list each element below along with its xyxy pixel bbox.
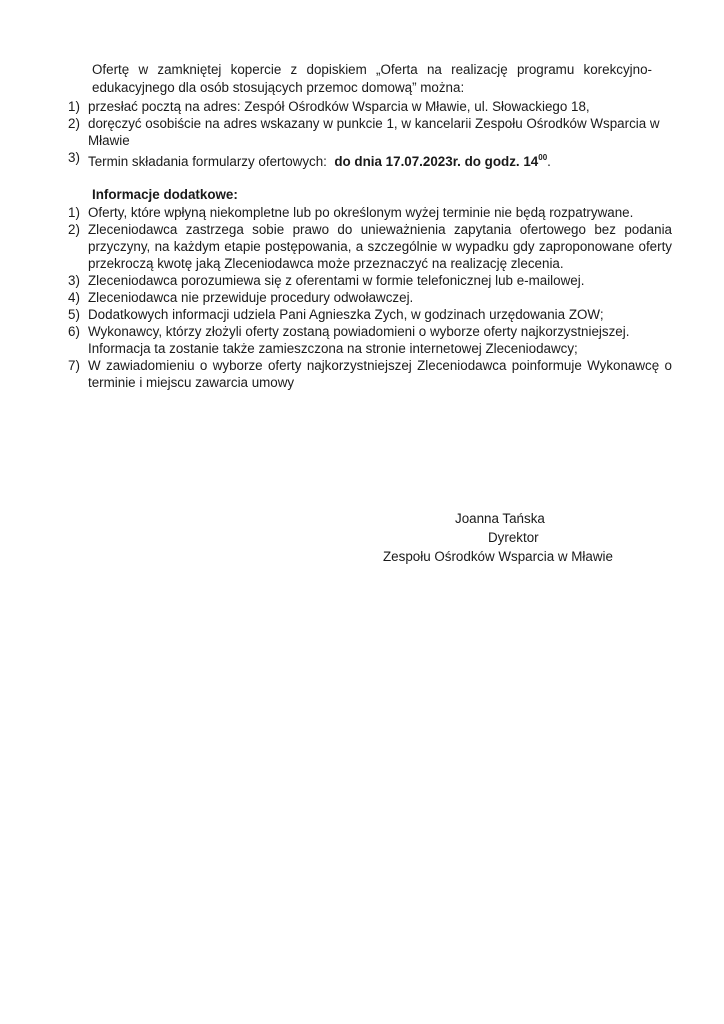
list-item: [68, 306, 672, 323]
additional-info-list: [68, 204, 672, 391]
deadline-value: do dnia 17.07.2023r. do godz. 14: [334, 154, 539, 169]
list-item: [68, 272, 672, 289]
deadline-label: Termin składania formularzy ofertowych:: [88, 154, 327, 169]
deadline-minutes: 00: [538, 153, 548, 162]
item-number: 2): [68, 222, 80, 237]
intro-line-2: edukacyjnego dla osób stosujących przemoc domową” można:: [92, 80, 465, 95]
deadline-end: .: [547, 154, 551, 169]
list-item: [68, 221, 672, 272]
list-item: [68, 357, 672, 391]
item-number: 5): [68, 307, 80, 322]
item-number: 1): [68, 205, 80, 220]
item-text: Wykonawcy, którzy złożyli oferty zostaną powiadomieni o wyborze oferty najkorzystniejszej. Informacja ta zostanie także zamieszczona na stronie internetowej Zleceniodawcy;: [88, 324, 630, 356]
item-text: przesłać pocztą na adres: Zespół Ośrodków Wsparcia w Mławie, ul. Słowackiego 18,: [88, 99, 590, 114]
additional-info-heading: Informacje dodatkowe:: [92, 187, 238, 202]
item-number: 7): [68, 358, 80, 373]
item-text: Dodatkowych informacji udziela Pani Agnieszka Zych, w godzinach urzędowania ZOW;: [88, 307, 604, 322]
item-text: Oferty, które wpłyną niekompletne lub po określonym wyżej terminie nie będą rozpatrywane.: [88, 205, 634, 220]
signatory-organization: Zespołu Ośrodków Wsparcia w Mławie: [383, 549, 613, 564]
item-number: 3): [68, 150, 80, 165]
item-text: Zleceniodawca zastrzega sobie prawo do unieważnienia zapytania ofertowego bez podania przyczyny, na każdym etapie postępowania, a szczególnie w wypadku gdy zaproponowane oferty przekroczą kwotę jaką Zleceniodawca może przeznaczyć na realizację zlecenia.: [88, 222, 672, 271]
list-item: [68, 149, 672, 170]
list-item: [68, 289, 672, 306]
list-item: [68, 204, 672, 221]
list-item: [68, 115, 672, 149]
submission-list: [68, 98, 672, 170]
list-item: [68, 323, 672, 357]
signatory-title: Dyrektor: [488, 530, 539, 545]
list-item: [68, 98, 672, 115]
intro-line-1: Ofertę w zamkniętej kopercie z dopiskiem „Oferta na realizację programu korekcyjno-: [92, 62, 652, 77]
item-text: [88, 149, 672, 170]
item-text: W zawiadomieniu o wyborze oferty najkorzystniejszej Zleceniodawca poinformuje Wykonawcę o terminie i miejscu zawarcia umowy: [88, 358, 672, 390]
signatory-name: Joanna Tańska: [455, 511, 545, 526]
item-text: doręczyć osobiście na adres wskazany w punkcie 1, w kancelarii Zespołu Ośrodków Wsparcia w Mławie: [88, 116, 660, 148]
item-number: 4): [68, 290, 80, 305]
item-text: Zleceniodawca nie przewiduje procedury odwoławczej.: [88, 290, 414, 305]
item-number: 2): [68, 116, 80, 131]
item-number: 1): [68, 99, 80, 114]
item-number: 6): [68, 324, 80, 339]
item-text: Zleceniodawca porozumiewa się z oferentami w formie telefonicznej lub e-mailowej.: [88, 273, 585, 288]
intro-paragraph: [92, 61, 652, 97]
item-number: 3): [68, 273, 80, 288]
